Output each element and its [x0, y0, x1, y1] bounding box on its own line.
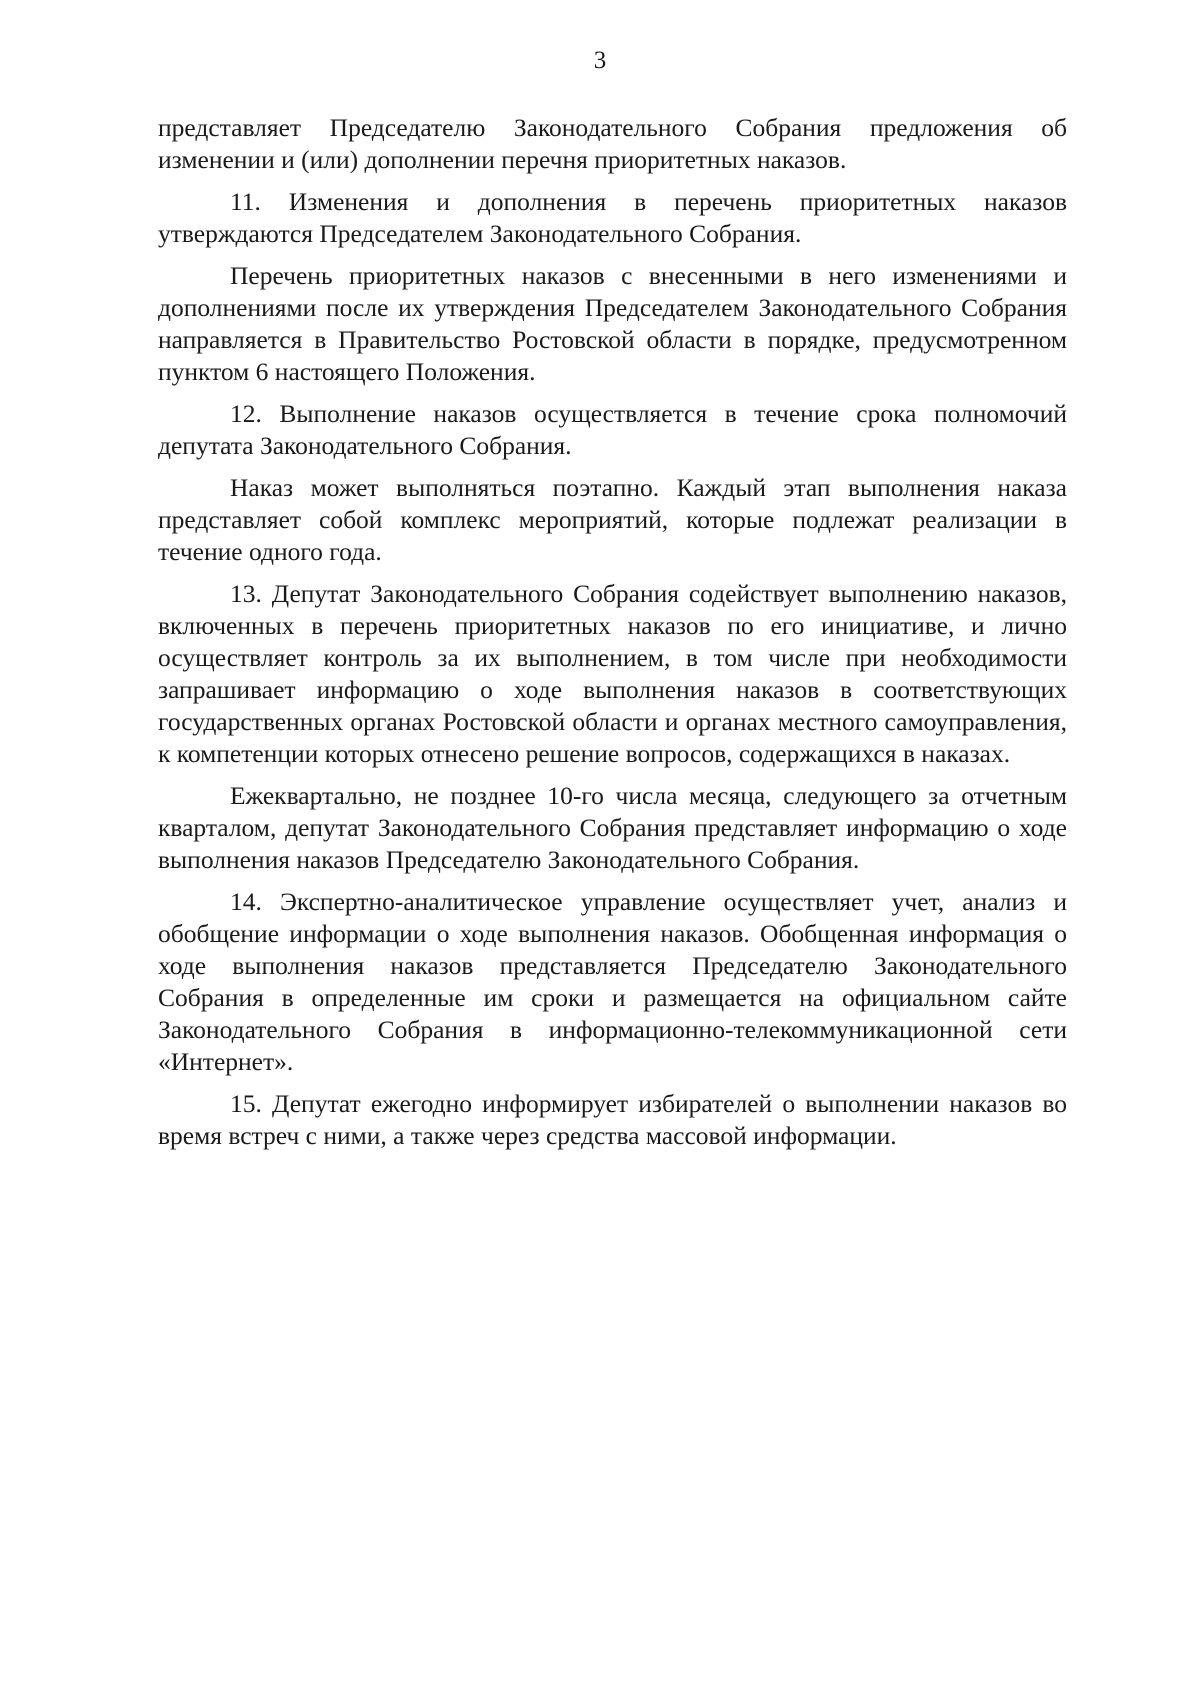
paragraph-item-11: 11. Изменения и дополнения в перечень приоритетных наказов утверждаются Председателем Законодательного Собрания. — [158, 187, 1067, 248]
paragraph-item-14: 14. Экспертно-аналитическое управление осуществляет учет, анализ и обобщение информации о ходе выполнения наказов. Обобщенная информация о ходе выполнения наказов представляется Председателю Законодательного Собрания в определенные им сроки и размещается на официальном сайте Законодательного Собрания в информационно-телекоммуникационной сети «Интернет». — [158, 887, 1067, 1076]
paragraph-item-13: 13. Депутат Законодательного Собрания содействует выполнению наказов, включенных в перечень приоритетных наказов по его инициативе, и лично осуществляет контроль за их выполнением, в том числе при необходимости запрашивает информацию о ходе выполнения наказов в соответствующих государственных органах Ростовской области и органах местного самоуправления, к компетенции которых отнесено решение вопросов, содержащихся в наказах. — [158, 579, 1067, 768]
document-body — [158, 112, 1067, 1162]
paragraph-item-12: 12. Выполнение наказов осуществляется в течение срока полномочий депутата Законодательного Собрания. — [158, 399, 1067, 460]
paragraph-item-15: 15. Депутат ежегодно информирует избирателей о выполнении наказов во время встреч с ними, а также через средства массовой информации. — [158, 1089, 1067, 1150]
paragraph-item-13-quarterly: Ежеквартально, не позднее 10-го числа месяца, следующего за отчетным кварталом, депутат Законодательного Собрания представляет информацию о ходе выполнения наказов Председателю Законодательного Собрания. — [158, 781, 1067, 874]
paragraph-continuation: представляет Председателю Законодательного Собрания предложения об изменении и (или) дополнении перечня приоритетных наказов. — [158, 113, 1067, 174]
paragraph-item-12-stages: Наказ может выполняться поэтапно. Каждый этап выполнения наказа представляет собой комплекс мероприятий, которые подлежат реализации в течение одного года. — [158, 473, 1067, 566]
page-number: 3 — [593, 47, 607, 74]
paragraph-item-11-list: Перечень приоритетных наказов с внесенными в него изменениями и дополнениями после их утверждения Председателем Законодательного Собрания направляется в Правительство Ростовской области в порядке, предусмотренном пунктом 6 настоящего Положения. — [158, 261, 1067, 386]
